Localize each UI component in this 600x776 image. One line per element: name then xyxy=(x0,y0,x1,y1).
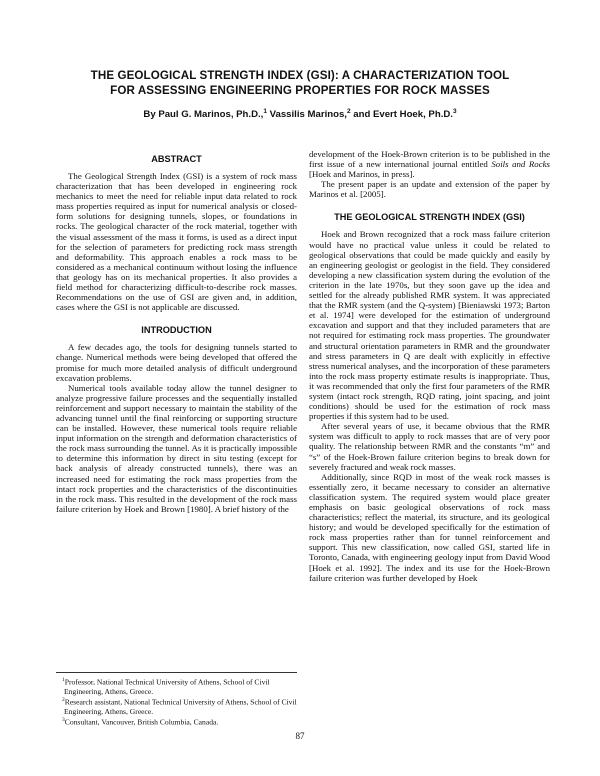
intro-paragraph-2-continued xyxy=(309,149,550,179)
footnote-2-text: Research assistant, National Technical University of Athens, School of Civil Engineering, Athens, Greece. xyxy=(64,697,297,716)
left-column xyxy=(56,154,297,514)
author-1-affil: 1 xyxy=(263,108,267,115)
abstract-heading: ABSTRACT xyxy=(151,154,202,164)
journal-name: Soils and Rocks xyxy=(491,159,550,170)
footnote-3-text: Consultant, Vancouver, British Columbia, Canada. xyxy=(64,717,219,727)
intro-paragraph-3: The present paper is an update and extension of the paper by Marinos et al. [2005]. xyxy=(309,179,550,200)
footnote-3 xyxy=(56,716,297,727)
footnote-1-marker: 1 xyxy=(62,677,65,683)
footnote-1-text: Professor, National Technical University of Athens, School of Civil Engineering, Athens, Greece. xyxy=(64,677,270,696)
footnote-3-marker: 3 xyxy=(62,716,65,723)
intro-paragraph-2: Numerical tools available today allow the tunnel designer to analyze progressive failure processes and the sequentially installed reinforcement and support necessary to maintain the stability of the advancing tunnel until the final reinforcing or supporting structure can be installed. However, these numerical tools require reliable input information on the strength and deformation characteristics of the rock mass surrounding the tunnel. As it is practically impossible to determine this information by direct in situ testing (except for back analysis of already constructed tunnels), there was an increased need for estimating the rock mass properties from the intact rock properties and the characteristics of the discontinuities in the rock mass. This resulted in the development of the rock mass failure criterion by Hoek and Brown [1980]. A brief history of the xyxy=(56,382,297,514)
page-number: 87 xyxy=(295,731,305,741)
intro-paragraph-1: A few decades ago, the tools for designing tunnels started to change. Numerical methods were being developed that offered the promise for much more detailed analysis of difficult underground excavation problems. xyxy=(56,342,297,383)
footnotes xyxy=(56,672,297,727)
abstract-text: The Geological Strength Index (GSI) is a system of rock mass characterization that has been developed in engineering rock mechanics to meet the need for reliable input data related to rock mass properties required as input for numerical analysis or closed-form solutions for designing tunnels, slopes, or foundations in rocks. The geological character of the rock material, together with the visual assessment of the mass it forms, is used as a direct input for the selection of parameters for predicting rock mass strength and deformability. This approach enables a rock mass to be considered as a mechanical continuum without losing the influence that geology has on its mechanical properties. It also provides a field method for characterizing difficult-to-describe rock masses. Recommendations on the use of GSI are given and, in addition, cases where the GSI is not applicable are discussed. xyxy=(56,171,297,313)
footnote-2 xyxy=(56,696,297,716)
right-column xyxy=(309,149,550,583)
author-1: By Paul G. Marinos, Ph.D., xyxy=(143,109,264,121)
intro-continued-ref: [Hoek and Marinos, in press]. xyxy=(309,169,415,180)
paper-title xyxy=(60,68,540,98)
introduction-heading: INTRODUCTION xyxy=(141,325,212,336)
footnote-2-marker: 2 xyxy=(62,696,65,703)
gsi-paragraph-3: Additionally, since RQD in most of the weak rock masses is essentially zero, it became necessary to consider an alternative classification system. The required system would place greater emphasis on basic geological observations of rock mass characteristics; reflect the material, its structure, and its geological history; and would be developed specifically for the estimation of rock mass properties rather than for tunnel reinforcement and support. This new classification, now called GSI, started life in Toronto, Canada, with engineering geology input from David Wood [Hoek et al. 1992]. The index and its use for the Hoek-Brown failure criterion was further developed by Hoek xyxy=(309,471,550,583)
intro-continued-text: development of the Hoek-Brown criterion is to be published in the first issue of a new international journal entitled xyxy=(309,149,550,170)
gsi-heading: THE GEOLOGICAL STRENGTH INDEX (GSI) xyxy=(334,212,525,223)
gsi-paragraph-1: Hoek and Brown recognized that a rock mass failure criterion would have no practical value unless it could be related to geological observations that could be made quickly and easily by an engineering geologist or geologist in the field. They considered developing a new classification system during the evolution of the criterion in the late 1970s, but they soon gave up the idea and settled for the already published RMR system. It was appreciated that the RMR system (and the Q-system) [Bieniawski 1973; Barton et al. 1974] were developed for the estimation of underground excavation and support and that they included parameters that are not required for estimating rock mass properties. The groundwater and structural orientation parameters in RMR and the groundwater and stress parameters in Q are dealt with explicitly in effective stress numerical analyses, and the incorporation of these parameters into the rock mass property estimate results is inappropriate. Thus, it was recommended that only the first four parameters of the RMR system (intact rock strength, RQD rating, joint spacing, and joint conditions) should be used for the estimation of rock mass properties if this system had to be used. xyxy=(309,229,550,422)
footnote-1 xyxy=(56,676,297,696)
author-3: and Evert Hoek, Ph.D. xyxy=(350,109,453,121)
author-3-affil: 3 xyxy=(452,108,457,115)
author-line xyxy=(60,106,540,121)
title-line-2: FOR ASSESSING ENGINEERING PROPERTIES FOR ROCK MASSES xyxy=(110,84,490,97)
title-line-1: THE GEOLOGICAL STRENGTH INDEX (GSI): A CHARACTERIZATION TOOL xyxy=(90,69,510,82)
author-2: Vassilis Marinos, xyxy=(266,109,347,121)
gsi-paragraph-2: After several years of use, it became obvious that the RMR system was difficult to apply to rock masses that are of very poor quality. The relationship between RMR and the constants “m” and “s” of the Hoek-Brown failure criterion begins to break down for severely fractured and weak rock masses. xyxy=(309,421,550,472)
author-2-affil: 2 xyxy=(346,108,351,115)
